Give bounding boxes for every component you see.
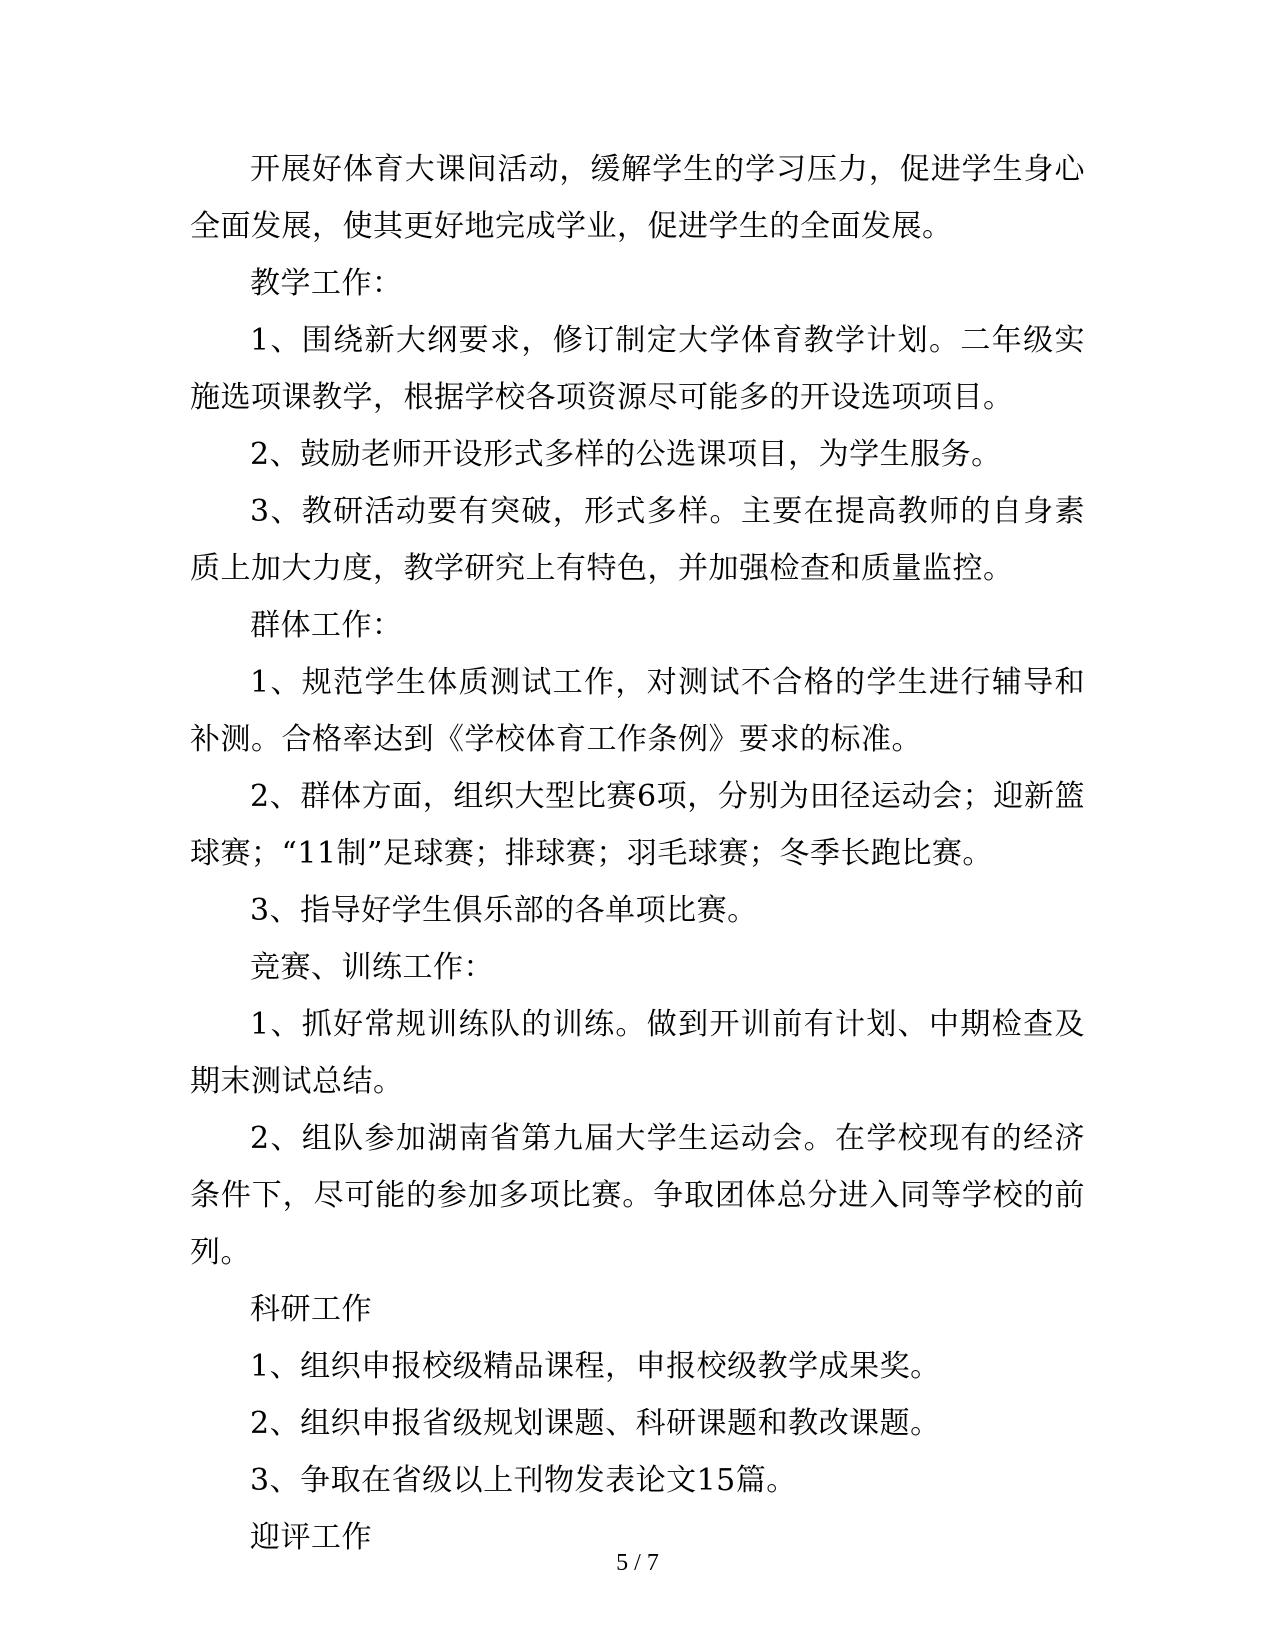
page-number: 5 / 7 <box>616 1550 659 1576</box>
heading-competition: 竞赛、训练工作： <box>250 950 494 985</box>
paragraph-competition-1: 1、抓好常规训练队的训练。做到开训前有计划、中期检查及期末测试总结。 <box>190 1007 1085 1099</box>
heading-research: 科研工作 <box>250 1292 372 1327</box>
paragraph-group-3: 3、指导好学生俱乐部的各单项比赛。 <box>250 893 758 928</box>
paragraph-intro: 开展好体育大课间活动，缓解学生的学习压力，促进学生身心全面发展，使其更好地完成学业，促进学生的全面发展。 <box>190 152 1085 244</box>
paragraph-teaching-3: 3、教研活动要有突破，形式多样。主要在提高教师的自身素质上加大力度，教学研究上有特色，并加强检查和质量监控。 <box>190 494 1085 586</box>
paragraph-research-2: 2、组织申报省级规划课题、科研课题和教改课题。 <box>250 1406 941 1441</box>
heading-teaching: 教学工作： <box>250 266 403 301</box>
paragraph-group-1: 1、规范学生体质测试工作，对测试不合格的学生进行辅导和补测。合格率达到《学校体育工作条例》要求的标准。 <box>190 665 1085 757</box>
paragraph-research-1: 1、组织申报校级精品课程，申报校级教学成果奖。 <box>250 1349 941 1384</box>
heading-group: 群体工作： <box>250 608 403 643</box>
heading-evaluation: 迎评工作 <box>250 1520 372 1555</box>
document-body <box>190 141 1085 1566</box>
paragraph-teaching-1: 1、围绕新大纲要求，修订制定大学体育教学计划。二年级实施选项课教学，根据学校各项资源尽可能多的开设选项项目。 <box>190 323 1085 415</box>
paragraph-competition-2: 2、组队参加湖南省第九届大学生运动会。在学校现有的经济条件下，尽可能的参加多项比赛。争取团体总分进入同等学校的前列。 <box>190 1121 1085 1270</box>
paragraph-research-3: 3、争取在省级以上刊物发表论文15篇。 <box>250 1463 797 1498</box>
paragraph-teaching-2: 2、鼓励老师开设形式多样的公选课项目，为学生服务。 <box>250 437 1002 472</box>
paragraph-group-2: 2、群体方面，组织大型比赛6项，分别为田径运动会；迎新篮球赛；“11制”足球赛；排球赛；羽毛球赛；冬季长跑比赛。 <box>190 779 1085 871</box>
